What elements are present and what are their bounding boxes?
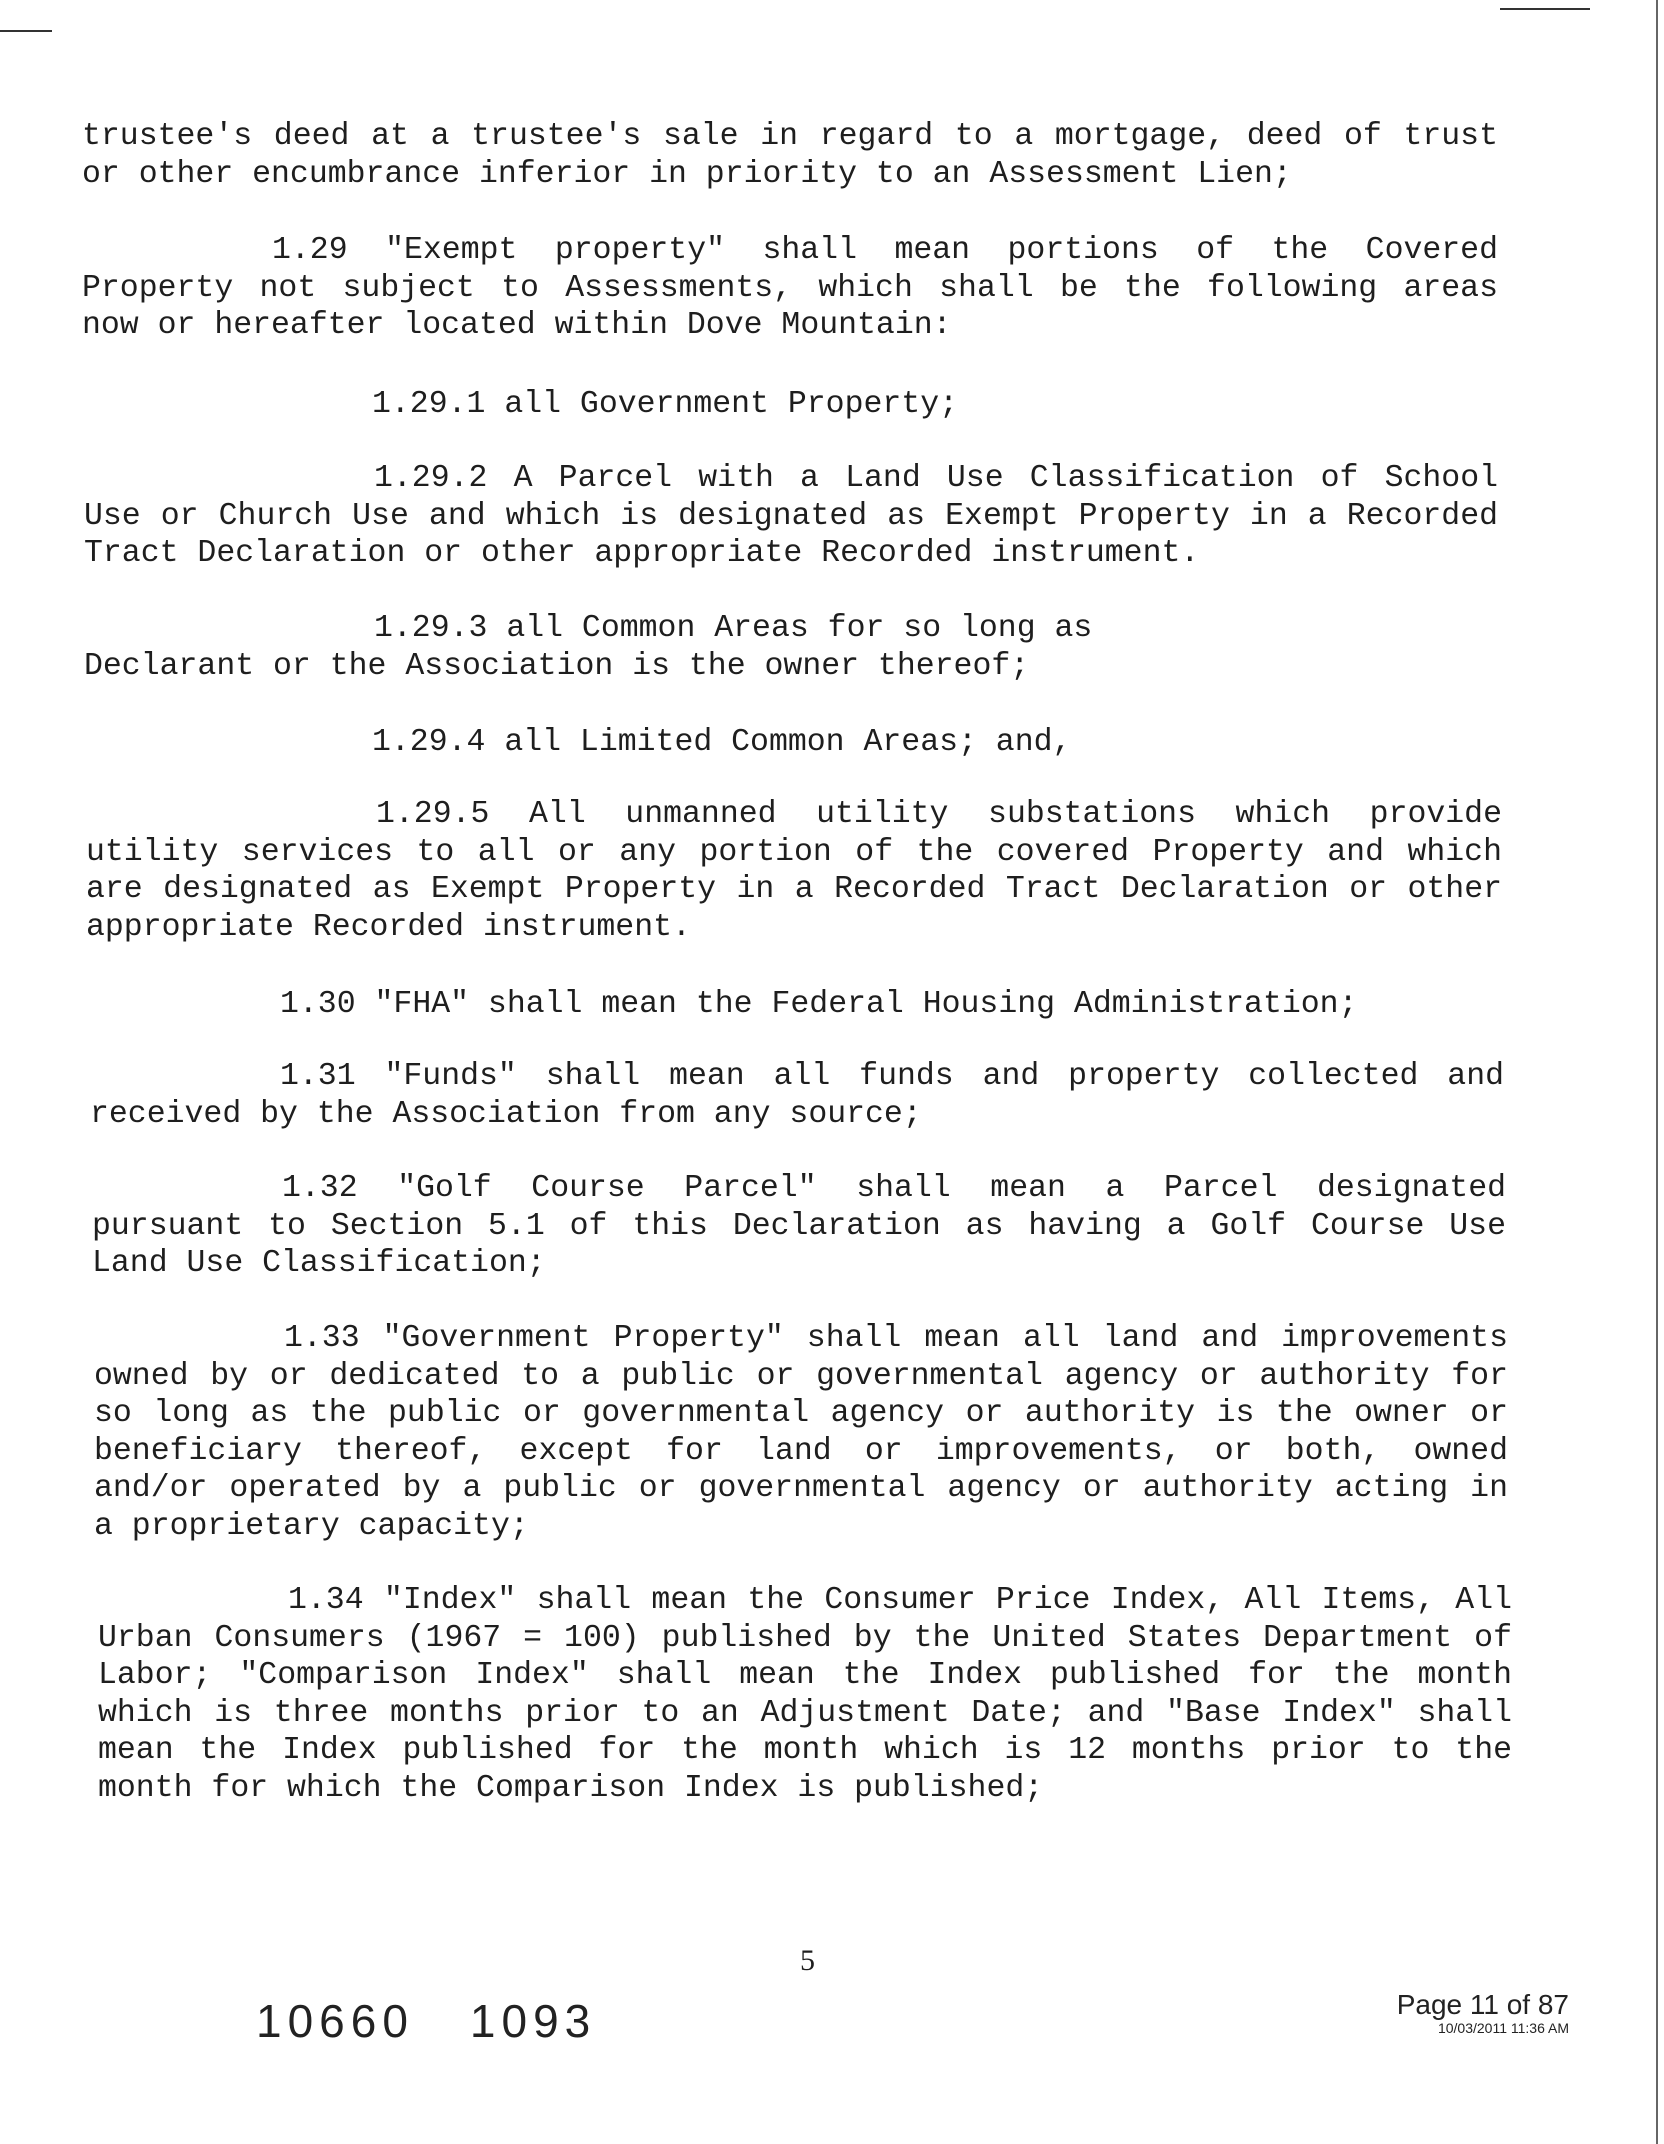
docket-number: 10660 bbox=[256, 1995, 414, 2047]
page-of-total: Page 11 of 87 bbox=[1396, 1989, 1569, 2020]
paragraph-1-29-2: 1.29.2 A Parcel with a Land Use Classification of School Use or Church Use and which is designated as Exempt Property in a Recorded Tract Declaration or other appropriate Recorded instrument. bbox=[84, 461, 1498, 571]
paragraph-1-29-1: 1.29.1 all Government Property; bbox=[372, 387, 958, 422]
paragraph-1-29-5: 1.29.5 All unmanned utility substations which provide utility services to all or any portion of the covered Property and which are designated as Exempt Property in a Recorded Tract Declaration or other appropriate Recorded instrument. bbox=[86, 797, 1502, 945]
right-edge-line bbox=[1656, 0, 1658, 2144]
timestamp: 10/03/2011 11:36 AM bbox=[1437, 2020, 1569, 2036]
page-reference: 1093 bbox=[469, 1995, 597, 2047]
page-number: 5 bbox=[800, 1944, 815, 1977]
paragraph-1-32: 1.32 "Golf Course Parcel" shall mean a Parcel designated pursuant to Section 5.1 of this Declaration as having a Golf Course Use Land Use Classification; bbox=[92, 1171, 1506, 1281]
top-right-rule bbox=[1500, 8, 1590, 10]
paragraph-1-34: 1.34 "Index" shall mean the Consumer Price Index, All Items, All Urban Consumers (1967 = 100) published by the United States Department of Labor; "Comparison Index" shall mean the Index published for the month which is three months prior to an Adjustment Date; and "Base Index" shall mean the Index published for the month which is 12 months prior to the month for which the Comparison Index is published; bbox=[98, 1583, 1512, 1806]
paragraph-1-31: 1.31 "Funds" shall mean all funds and property collected and received by the Association from any source; bbox=[90, 1059, 1504, 1132]
paragraph-1-33: 1.33 "Government Property" shall mean all land and improvements owned by or dedicated to a public or governmental agency or authority for so long as the public or governmental agency or authority is the owner or beneficiary thereof, except for land or improvements, or both, owned and/or operated by a public or governmental agency or authority acting in a proprietary capacity; bbox=[94, 1321, 1508, 1544]
paragraph-1-30: 1.30 "FHA" shall mean the Federal Housing Administration; bbox=[280, 987, 1358, 1022]
paragraph-1-29-3: 1.29.3 all Common Areas for so long as Declarant or the Association is the owner thereof; bbox=[84, 611, 1093, 684]
top-left-rule bbox=[0, 30, 52, 32]
page-stamp bbox=[1397, 1990, 1569, 2036]
recording-number bbox=[256, 1994, 652, 2048]
paragraph-1-29-4: 1.29.4 all Limited Common Areas; and, bbox=[372, 725, 1072, 760]
paragraph-intro: trustee's deed at a trustee's sale in regard to a mortgage, deed of trust or other encumbrance inferior in priority to an Assessment Lien; bbox=[82, 119, 1498, 192]
paragraph-1-29: 1.29 "Exempt property" shall mean portions of the Covered Property not subject to Assessments, which shall be the following areas now or hereafter located within Dove Mountain: bbox=[82, 233, 1498, 343]
